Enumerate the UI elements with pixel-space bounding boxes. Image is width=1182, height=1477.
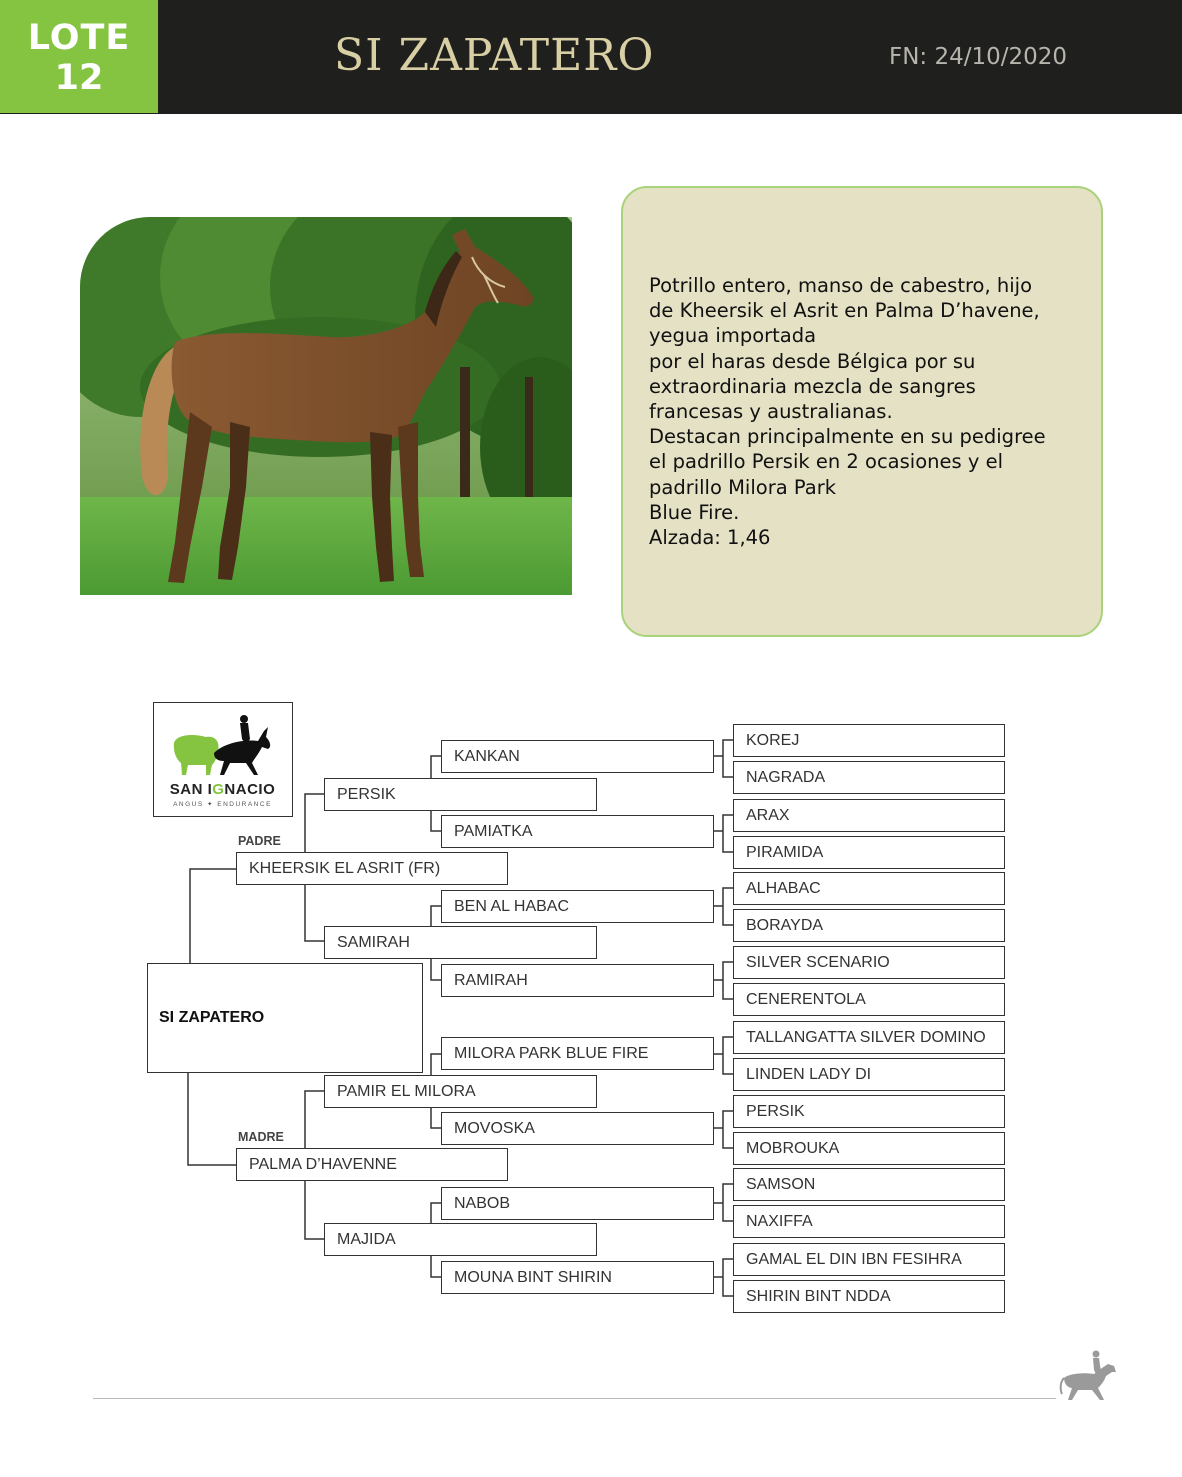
madre-label: MADRE bbox=[238, 1130, 284, 1144]
description-text: Potrillo entero, manso de cabestro, hijo de Kheersik el Asrit en Palma D’havene, yegua importada por el haras desde Bélgica por su extraordinaria mezcla de sangres francesas y australianas. Destacan principalmente en su pedigree el padrillo Persik en 2 ocasiones y el padrillo Milora Park Blue Fire. Alzada: 1,46 bbox=[649, 274, 1046, 550]
pedigree-gen3-box: KANKAN bbox=[441, 740, 714, 773]
pedigree-gen4-box: SAMSON bbox=[733, 1168, 1005, 1201]
pedigree-gen4-box: PIRAMIDA bbox=[733, 836, 1005, 869]
pedigree-gen3-box: MILORA PARK BLUE FIRE bbox=[441, 1037, 714, 1070]
horse-rider-icon bbox=[1058, 1348, 1122, 1404]
pedigree-gen4-box: SHIRIN BINT NDDA bbox=[733, 1280, 1005, 1313]
pedigree-gen4-box: MOBROUKA bbox=[733, 1132, 1005, 1165]
pedigree-gen4-box: GAMAL EL DIN IBN FESIHRA bbox=[733, 1243, 1005, 1276]
birth-date: FN: 24/10/2020 bbox=[889, 44, 1068, 70]
horse-name: SI ZAPATERO bbox=[334, 30, 655, 81]
pedigree-gen4-box: ALHABAC bbox=[733, 872, 1005, 905]
pedigree-gen3-box: PAMIATKA bbox=[441, 815, 714, 848]
pedigree-gen4-box: ARAX bbox=[733, 799, 1005, 832]
pedigree-sire: KHEERSIK EL ASRIT (FR) bbox=[236, 852, 508, 885]
pedigree-gen4-box: TALLANGATTA SILVER DOMINO bbox=[733, 1021, 1005, 1054]
pedigree-gen4-box: SILVER SCENARIO bbox=[733, 946, 1005, 979]
bull-and-rider-icon bbox=[154, 703, 291, 783]
padre-label: PADRE bbox=[238, 834, 281, 848]
pedigree-subject: SI ZAPATERO bbox=[147, 963, 423, 1073]
pedigree-gen3-box: MOVOSKA bbox=[441, 1112, 714, 1145]
footer-divider bbox=[93, 1398, 1056, 1399]
pedigree-gen4-box: NAXIFFA bbox=[733, 1205, 1005, 1238]
pedigree-gen4-box: CENERENTOLA bbox=[733, 983, 1005, 1016]
pedigree-gen4-box: LINDEN LADY DI bbox=[733, 1058, 1005, 1091]
pedigree-gen2-box: SAMIRAH bbox=[324, 926, 597, 959]
pedigree-gen4-box: NAGRADA bbox=[733, 761, 1005, 794]
pedigree-gen4-box: PERSIK bbox=[733, 1095, 1005, 1128]
logo-name: SAN IGNACIO bbox=[169, 781, 276, 798]
pedigree-gen2-box: PAMIR EL MILORA bbox=[324, 1075, 597, 1108]
lot-label: LOTE bbox=[27, 18, 131, 58]
pedigree-gen3-box: NABOB bbox=[441, 1187, 714, 1220]
pedigree-gen3-box: RAMIRAH bbox=[441, 964, 714, 997]
pedigree-gen4-box: KOREJ bbox=[733, 724, 1005, 757]
pedigree-gen3-box: BEN AL HABAC bbox=[441, 890, 714, 923]
pedigree-gen3-box: MOUNA BINT SHIRIN bbox=[441, 1261, 714, 1294]
logo-subtitle: ANGUS ✦ ENDURANCE bbox=[173, 801, 272, 808]
pedigree-gen2-box: PERSIK bbox=[324, 778, 597, 811]
pedigree-dam: PALMA D’HAVENNE bbox=[236, 1148, 508, 1181]
san-ignacio-logo bbox=[153, 702, 293, 817]
lot-number: 12 bbox=[54, 58, 104, 98]
pedigree-gen2-box: MAJIDA bbox=[324, 1223, 597, 1256]
pedigree-gen4-box: BORAYDA bbox=[733, 909, 1005, 942]
